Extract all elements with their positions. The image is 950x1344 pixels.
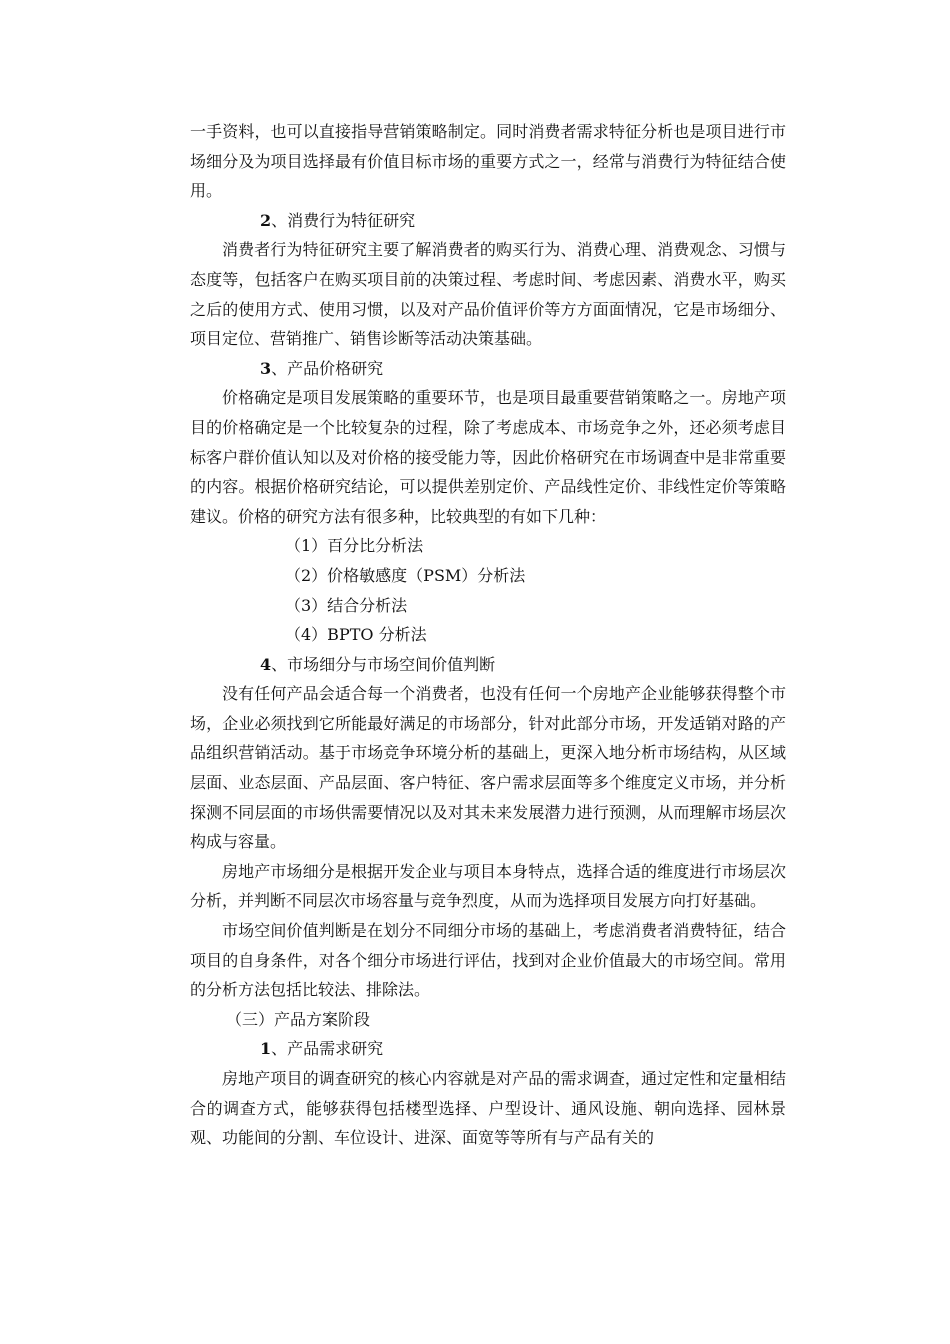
- list-item-bpto: （4）BPTO 分析法: [285, 625, 427, 645]
- paragraph-market-segmentation: 没有任何产品会适合每一个消费者，也没有任何一个房地产企业能够获得整个市场，企业必须找到它所能最好满足的市场部分，针对此部分市场，开发适销对路的产品组织营销活动。基于市场竞争环境分析的基础上，更深入地分析市场结构，从区域层面、业态层面、产品层面、客户特征、客户需求层面等多个维度定义市场，并分析探测不同层面的市场供需要情况以及对其未来发展潜力进行预测，从而理解市场层次构成与容量。: [190, 684, 786, 852]
- section-heading-product-plan: （三）产品方案阶段: [226, 1009, 371, 1029]
- paragraph-product-demand: 房地产项目的调查研究的核心内容就是对产品的需求调查，通过定性和定量相结合的调查方式，能够获得包括楼型选择、户型设计、通风设施、朝向选择、园林景观、功能间的分割、车位设计、进深、面宽等等所有与产品有关的: [190, 1069, 786, 1148]
- paragraph-price-research: 价格确定是项目发展策略的重要环节，也是项目最重要营销策略之一。房地产项目的价格确定是一个比较复杂的过程，除了考虑成本、市场竞争之外，还必须考虑目标客户群价值认知以及对价格的接受能力等，因此价格研究在市场调查中是非常重要的内容。根据价格研究结论，可以提供差别定价、产品线性定价、非线性定价等策略建议。价格的研究方法有很多种，比较典型的有如下几种：: [190, 388, 786, 526]
- paragraph-segmentation-definition: 房地产市场细分是根据开发企业与项目本身特点，选择合适的维度进行市场层次分析，并判断不同层次市场容量与竞争烈度，从而为选择项目发展方向打好基础。: [190, 861, 786, 911]
- heading-product-demand: [190, 1034, 786, 1064]
- heading-text: 、产品需求研究: [271, 1039, 384, 1059]
- list-item-psm: （2）价格敏感度（PSM）分析法: [285, 565, 526, 585]
- list-item-percentage: （1）百分比分析法: [285, 536, 424, 556]
- heading-text: 、市场细分与市场空间价值判断: [271, 654, 496, 674]
- document-page: [190, 117, 786, 1153]
- paragraph-market-space-value: 市场空间价值判断是在划分不同细分市场的基础上，考虑消费者消费特征，结合项目的自身条件，对各个细分市场进行评估，找到对企业价值最大的市场空间。常用的分析方法包括比较法、排除法。: [190, 921, 786, 1000]
- heading-number: 1: [260, 1039, 272, 1059]
- heading-number: 3: [260, 358, 272, 378]
- heading-consumer-behavior: [190, 206, 786, 236]
- heading-number: 2: [260, 210, 272, 230]
- heading-text: 、消费行为特征研究: [271, 210, 416, 230]
- heading-market-segmentation: [190, 650, 786, 680]
- heading-number: 4: [260, 654, 272, 674]
- paragraph-intro-continued: 一手资料，也可以直接指导营销策略制定。同时消费者需求特征分析也是项目进行市场细分及为项目选择最有价值目标市场的重要方式之一，经常与消费行为特征结合使用。: [190, 122, 786, 201]
- heading-price-research: [190, 354, 786, 384]
- heading-text: 、产品价格研究: [271, 358, 384, 378]
- paragraph-consumer-behavior: 消费者行为特征研究主要了解消费者的购买行为、消费心理、消费观念、习惯与态度等，包括客户在购买项目前的决策过程、考虑时间、考虑因素、消费水平，购买之后的使用方式、使用习惯，以及对产品价值评价等方方面面情况，它是市场细分、项目定位、营销推广、销售诊断等活动决策基础。: [190, 240, 786, 349]
- list-item-conjoint: （3）结合分析法: [285, 595, 408, 615]
